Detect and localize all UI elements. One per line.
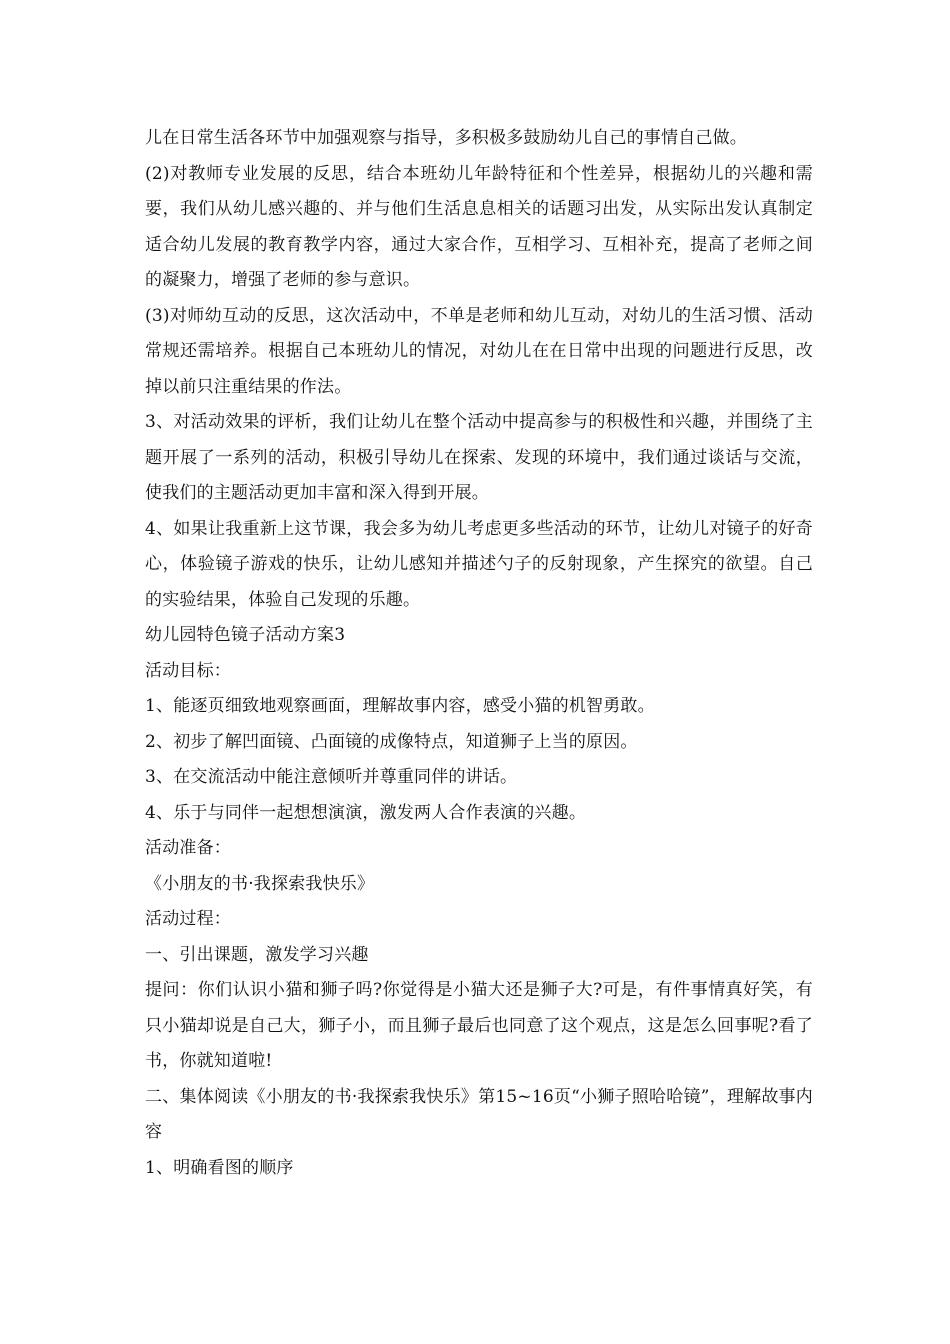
preparation-item: 《小朋友的书·我探索我快乐》 bbox=[145, 873, 375, 894]
process-step-heading: 二、集体阅读《小朋友的书·我探索我快乐》第15~16页“小狮子照哈哈镜”，理解故事内容 bbox=[145, 1086, 813, 1142]
process-heading: 活动过程： bbox=[145, 909, 231, 929]
goal-item: 3、在交流活动中能注意倾听并尊重同伴的讲话。 bbox=[145, 767, 518, 787]
goal-item: 4、乐于与同伴一起想想演演，激发两人合作表演的兴趣。 bbox=[145, 802, 587, 823]
paragraph-teacher-reflection: (2)对教师专业发展的反思，结合本班幼儿年龄特征和个性差异，根据幼儿的兴趣和需要，我们从幼儿感兴趣的、并与他们生活息息相关的话题习出发，从实际出发认真制定适合幼儿发展的教育教学内容，通过大家合作，互相学习、互相补充，提高了老师之间的凝聚力，增强了老师的参与意识。 bbox=[145, 163, 813, 290]
document-page bbox=[145, 121, 813, 1186]
goal-item: 1、能逐页细致地观察画面，理解故事内容，感受小猫的机智勇敢。 bbox=[145, 696, 655, 716]
process-substep: 1、明确看图的顺序 bbox=[145, 1157, 294, 1178]
paragraph-effect-evaluation: 3、对活动效果的评析，我们让幼儿在整个活动中提高参与的积极性和兴趣，并围绕了主题开展了一系列的活动，积极引导幼儿在探索、发现的环境中，我们通过谈话与交流，使我们的主题活动更加丰富和深入得到开展。 bbox=[145, 412, 813, 503]
goal-item: 2、初步了解凹面镜、凸面镜的成像特点，知道狮子上当的原因。 bbox=[145, 731, 638, 752]
section-title: 幼儿园特色镜子活动方案3 bbox=[145, 625, 346, 645]
process-question: 提问：你们认识小猫和狮子吗?你觉得是小猫大还是狮子大?可是，有件事情真好笑，有只小猫却说是自己大，狮子小，而且狮子最后也同意了这个观点，这是怎么回事呢?看了书，你就知道啦! bbox=[145, 980, 813, 1071]
paragraph-continuation: 儿在日常生活各环节中加强观察与指导，多积极多鼓励幼儿自己的事情自己做。 bbox=[145, 128, 747, 148]
paragraph-interaction-reflection: (3)对师幼互动的反思，这次活动中，不单是老师和幼儿互动，对幼儿的生活习惯、活动常规还需培养。根据自己本班幼儿的情况，对幼儿在在日常中出现的问题进行反思，改掉以前只注重结果的作法。 bbox=[145, 305, 813, 397]
paragraph-redo-lesson: 4、如果让我重新上这节课，我会多为幼儿考虑更多些活动的环节，让幼儿对镜子的好奇心，体验镜子游戏的快乐，让幼儿感知并描述勺子的反射现象，产生探究的欲望。自己的实验结果，体验自己发现的乐趣。 bbox=[145, 518, 813, 610]
preparation-heading: 活动准备： bbox=[145, 838, 231, 858]
process-step-heading: 一、引出课题，激发学习兴趣 bbox=[145, 944, 369, 965]
goals-heading: 活动目标： bbox=[145, 660, 231, 681]
